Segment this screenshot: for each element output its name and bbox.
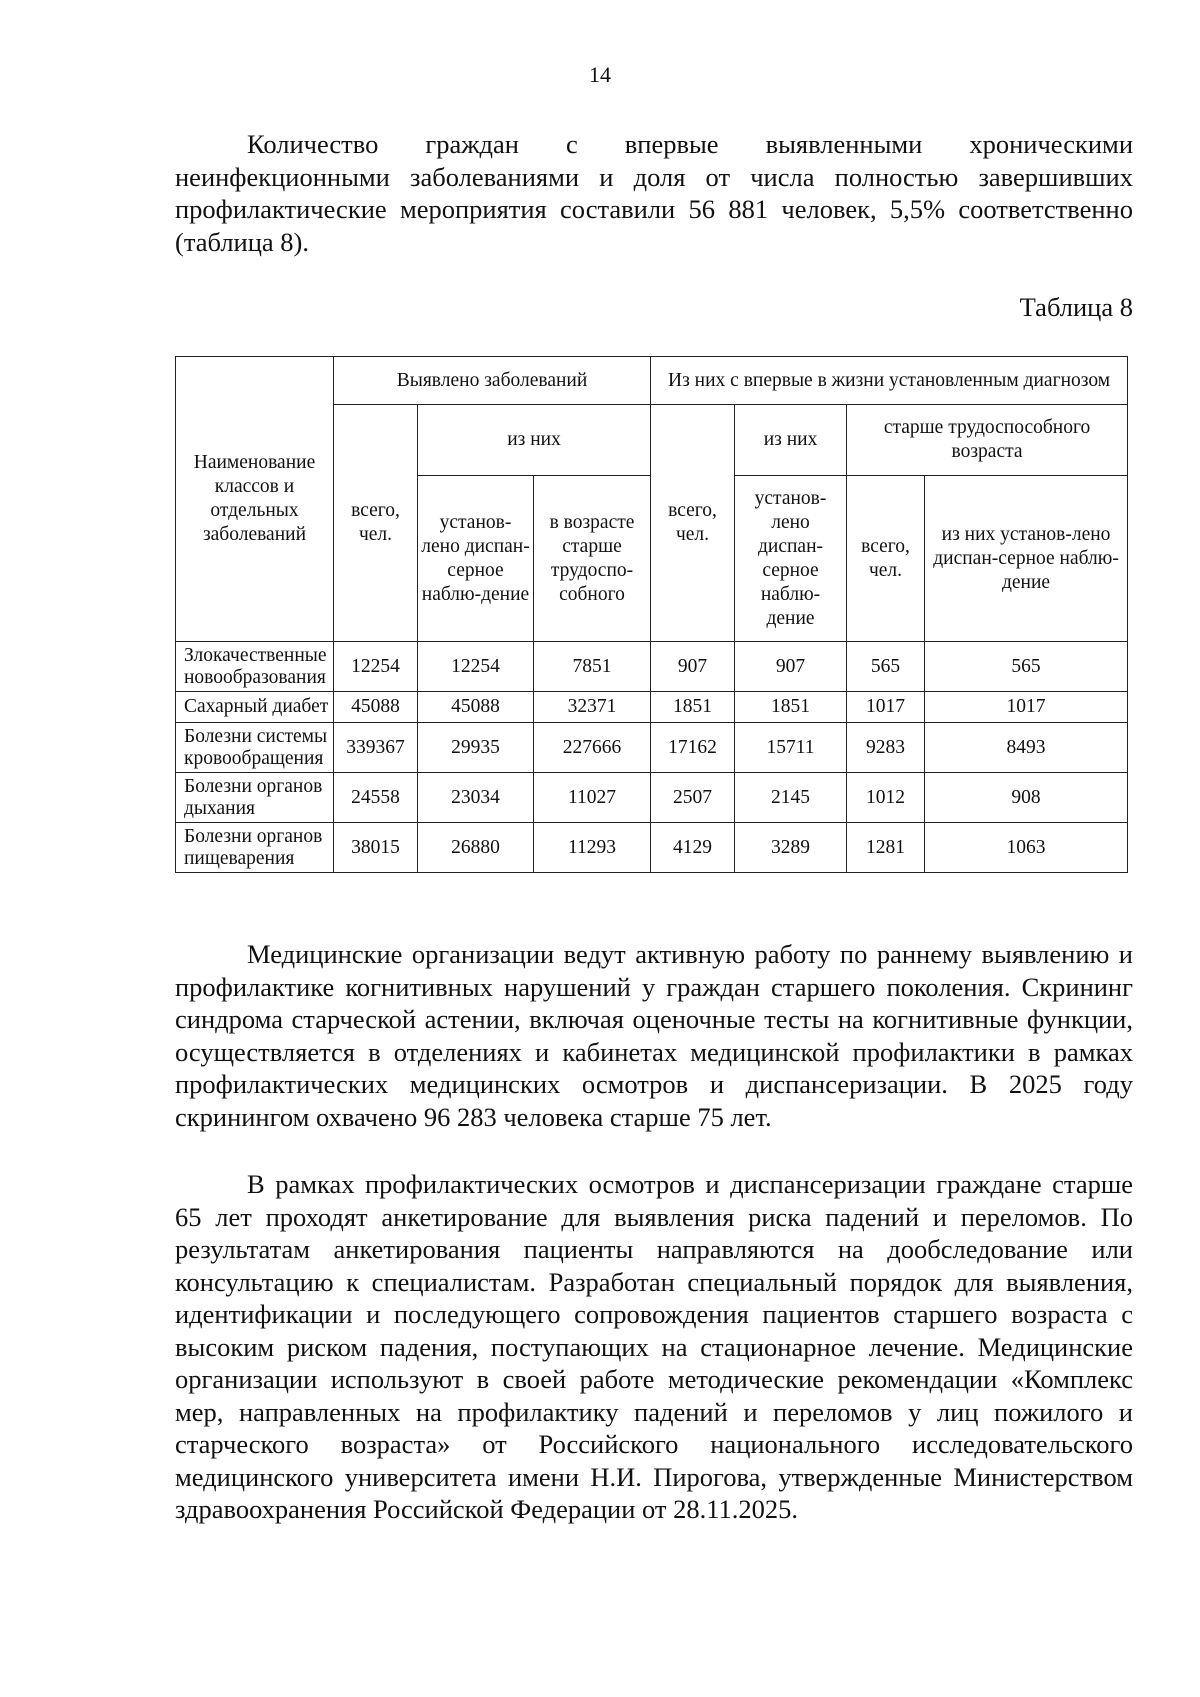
cell: 17162: [651, 723, 735, 773]
cell: 1281: [847, 823, 925, 873]
header-older-total: всего, чел.: [847, 476, 925, 642]
cell: 1017: [847, 692, 925, 723]
cell: 2145: [735, 773, 847, 823]
cell: 227666: [534, 723, 651, 773]
row-name: Злокачественные новообразования: [176, 642, 334, 692]
cell: 23034: [418, 773, 534, 823]
intro-paragraph-text: Количество граждан с впервые выявленными хроническими неинфекционными заболеваниями и доля от числа полностью завершивших профилактические мероприятия составили 56 881 человек, 5,5% соответственно (таблица 8).: [175, 129, 1133, 257]
table-row: [176, 723, 1128, 773]
cell: 565: [925, 642, 1128, 692]
cell: 565: [847, 642, 925, 692]
cell: 45088: [334, 692, 418, 723]
cell: 24558: [334, 773, 418, 823]
cognitive-screening-paragraph: [175, 938, 1133, 1133]
header-first-dispensary: установ-лено диспан-серное наблю-дение: [735, 476, 847, 642]
row-name: Болезни органов пищеварения: [176, 823, 334, 873]
table-caption: Таблица 8: [1019, 292, 1133, 322]
header-first-total: всего, чел.: [651, 405, 735, 642]
falls-prevention-text: В рамках профилактических осмотров и диспансеризации граждане старше 65 лет проходят анкетирование для выявления риска падений и переломов. По результатам анкетирования пациенты направляются на дообследование или консультацию к специалистам. Разработан специальный порядок для выявления, идентификации и последующего сопровождения пациентов старшего возраста с высоким риском падения, поступающих на стационарное лечение. Медицинские организации используют в своей работе методические рекомендации «Комплекс мер, направленных на профилактику падений и переломов у лиц пожилого и старческого возраста» от Российского национального исследовательского медицинского университета имени Н.И. Пирогова, утвержденные Министерством здравоохранения Российской Федерации от 28.11.2025.: [175, 1169, 1133, 1524]
cell: 32371: [534, 692, 651, 723]
cell: 3289: [735, 823, 847, 873]
cell: 11027: [534, 773, 651, 823]
header-first-of-them: из них: [735, 405, 847, 476]
cell: 38015: [334, 823, 418, 873]
cell: 15711: [735, 723, 847, 773]
cell: 29935: [418, 723, 534, 773]
cell: 1851: [651, 692, 735, 723]
cell: 2507: [651, 773, 735, 823]
header-first-time-group: Из них с впервые в жизни установленным диагнозом: [651, 357, 1128, 405]
cell: 12254: [334, 642, 418, 692]
cell: 1017: [925, 692, 1128, 723]
cell: 1063: [925, 823, 1128, 873]
row-name: Болезни органов дыхания: [176, 773, 334, 823]
intro-paragraph: [175, 128, 1133, 258]
cell: 907: [735, 642, 847, 692]
cell: 1851: [735, 692, 847, 723]
header-detected-group: Выявлено заболеваний: [334, 357, 651, 405]
cell: 11293: [534, 823, 651, 873]
header-older-working-age: старше трудоспособного возраста: [847, 405, 1128, 476]
header-of-them: из них: [418, 405, 651, 476]
table-row: [176, 773, 1128, 823]
cell: 908: [925, 773, 1128, 823]
cognitive-screening-text: Медицинские организации ведут активную работу по раннему выявлению и профилактике когнитивных нарушений у граждан старшего поколения. Скрининг синдрома старческой астении, включая оценочные тесты на когнитивные функции, осуществляется в отделениях и кабинетах медицинской профилактики в рамках профилактических медицинских осмотров и диспансеризации. В 2025 году скринингом охвачено 96 283 человека старше 75 лет.: [175, 939, 1133, 1132]
cell: 12254: [418, 642, 534, 692]
header-dispensary: установ-лено диспан-серное наблю-дение: [418, 476, 534, 642]
cell: 8493: [925, 723, 1128, 773]
table-row: [176, 642, 1128, 692]
header-total: всего, чел.: [334, 405, 418, 642]
cell: 45088: [418, 692, 534, 723]
header-older-age: в возрасте старше трудоспо-собного: [534, 476, 651, 642]
cell: 9283: [847, 723, 925, 773]
header-disease-name: Наименование классов и отдельных заболеваний: [176, 357, 334, 642]
cell: 907: [651, 642, 735, 692]
falls-prevention-paragraph: [175, 1168, 1133, 1526]
cell: 7851: [534, 642, 651, 692]
page-number: 14: [589, 62, 611, 87]
table-row: [176, 823, 1128, 873]
cell: 26880: [418, 823, 534, 873]
table-row: [176, 692, 1128, 723]
cell: 4129: [651, 823, 735, 873]
cell: 1012: [847, 773, 925, 823]
disease-table: [175, 356, 1128, 873]
cell: 339367: [334, 723, 418, 773]
row-name: Болезни системы кровообращения: [176, 723, 334, 773]
header-older-dispensary: из них установ-лено диспан-серное наблю-дение: [925, 476, 1128, 642]
row-name: Сахарный диабет: [176, 692, 334, 723]
